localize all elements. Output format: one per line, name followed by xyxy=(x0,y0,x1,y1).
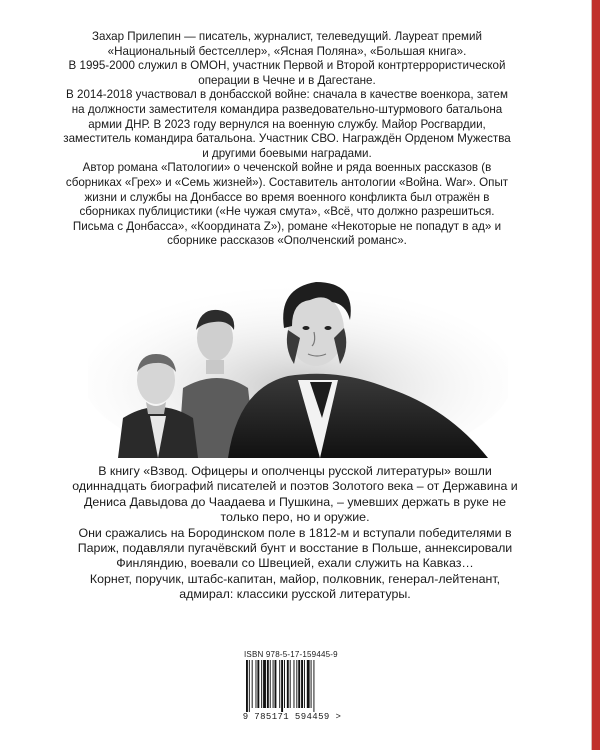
barcode-bar xyxy=(267,660,269,708)
barcode-bar xyxy=(311,660,312,708)
barcode-bar xyxy=(290,660,291,708)
author-biography xyxy=(62,30,512,249)
barcode-bar xyxy=(256,660,257,708)
book-description xyxy=(72,464,518,603)
barcode-bar xyxy=(249,660,250,712)
barcode-bar xyxy=(246,660,248,712)
barcode-bar xyxy=(270,660,271,708)
barcode-bar xyxy=(284,660,285,708)
barcode-bar xyxy=(298,660,300,708)
barcode-bar xyxy=(281,660,283,712)
red-edge-stripe xyxy=(592,0,600,750)
edge-divider xyxy=(591,0,592,750)
barcode-bar xyxy=(294,660,295,708)
barcode-bar xyxy=(304,660,305,708)
barcode-bar xyxy=(257,660,259,708)
barcode-bar xyxy=(301,660,303,708)
barcode-bar xyxy=(287,660,289,708)
portrait-icon xyxy=(88,268,508,458)
barcode-bar xyxy=(279,660,280,708)
bio-paragraph: Захар Прилепин — писатель, журналист, телеведущий. Лауреат премий «Национальный бестселлер», «Ясная Поляна», «Большая книга». xyxy=(92,30,482,58)
barcode-icon xyxy=(242,660,342,712)
barcode-bar xyxy=(275,660,277,708)
isbn-barcode-block xyxy=(240,646,344,728)
barcode-bar xyxy=(261,660,262,708)
isbn-label: ISBN 978-5-17-159445-9 xyxy=(244,650,338,659)
description-paragraph: В книгу «Взвод. Офицеры и ополченцы русской литературы» вошли одиннадцать биографий писателей и поэтов Золотого века – от Державина и Дениса Давыдова до Чаадаева и Пушкина, – умевших держать в руке не только перо, но и оружие. xyxy=(72,464,518,525)
barcode-bar xyxy=(273,660,274,708)
barcode-bar xyxy=(252,660,253,708)
barcode-bar xyxy=(296,660,297,708)
bio-paragraph: В 1995-2000 служил в ОМОН, участник Первой и Второй контртеррористической операции в Чечне и в Дагестане. xyxy=(68,59,506,87)
barcode-bar xyxy=(263,660,266,708)
bio-paragraph: В 2014-2018 участвовал в донбасской войне: сначала в качестве военкора, затем на должности заместителя командира разведовательно-штурмового батальона армии ДНР. В 2023 году вернулся на военную службу. Майор Росгвардии, заместитель командира батальона. Участник СВО. Награждён Орденом Мужества и другими боевыми наградами. xyxy=(63,88,511,160)
barcode-bar xyxy=(307,660,310,708)
barcode-digits: 9 785171 594459 > xyxy=(242,712,342,722)
description-paragraph: Корнет, поручик, штабс-капитан, майор, полковник, генерал-лейтенант, адмирал: классики русской литературы. xyxy=(89,571,501,602)
bio-paragraph: Автор романа «Патологии» о чеченской войне и ряда военных рассказов (в сборниках «Грех» и «Семь жизней»). Составитель антологии «Война. War». Опыт жизни и службы на Донбассе во время военного конфликта был отражён в сборниках публицистики («Не чужая смута», «Всё, что должно разрешиться. Письма с Донбасса», «Координата Z»), романе «Некоторые не попадут в ад» и сборнике рассказов «Ополченский романс». xyxy=(65,161,509,248)
barcode-bar xyxy=(313,660,314,712)
description-paragraph: Они сражались на Бородинском поле в 1812-м и вступали победителями в Париж, подавляли пугачёвский бунт и восстание в Польше, аннексировали Финляндию, воевали со Швецией, ехали служить на Кавказ… xyxy=(77,525,513,571)
